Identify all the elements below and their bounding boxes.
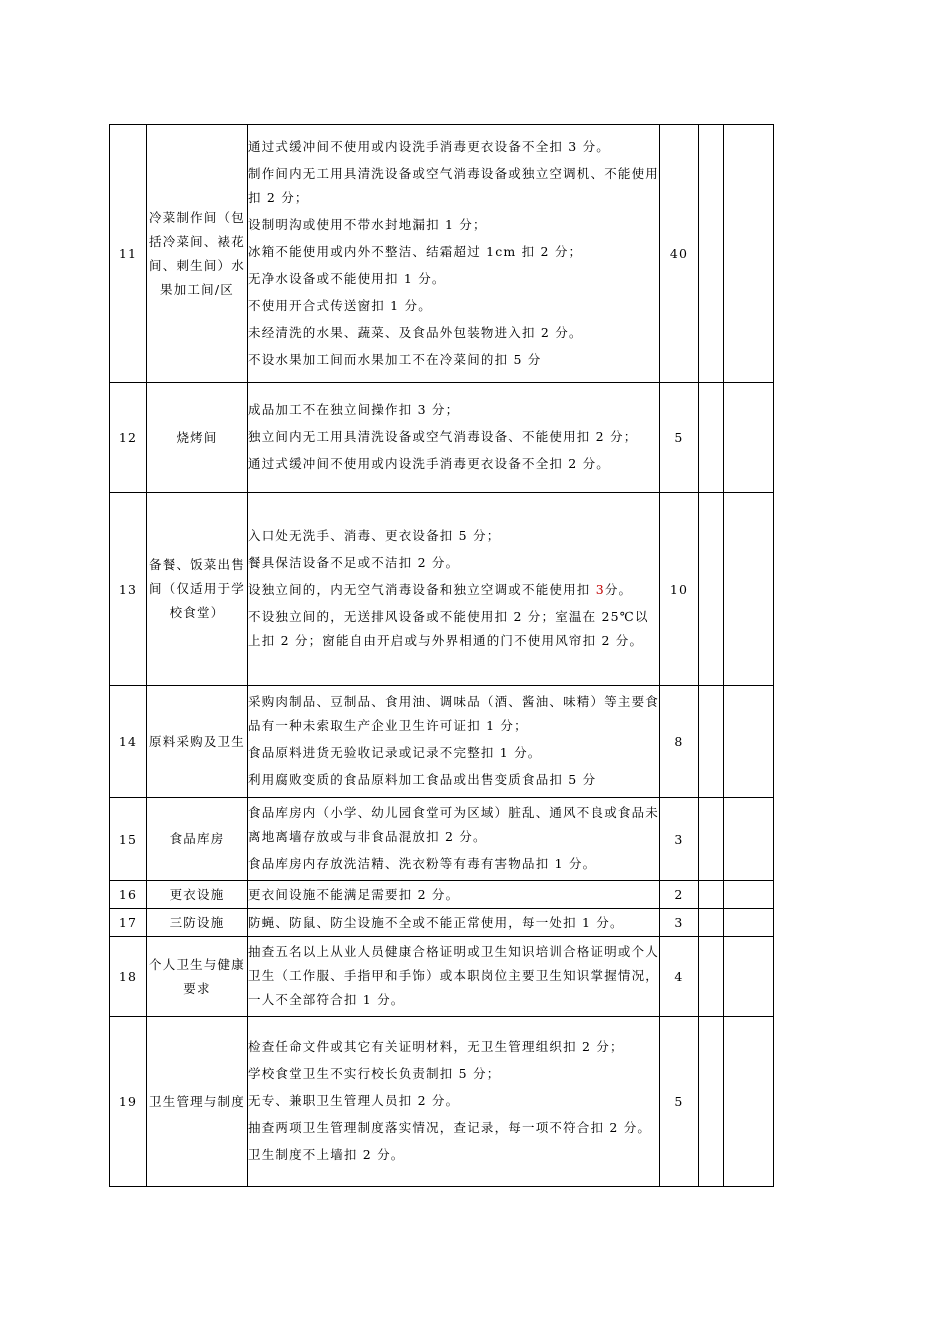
criterion: 利用腐败变质的食品原料加工食品或出售变质食品扣 5 分 <box>248 772 597 787</box>
remarks-cell <box>724 909 774 937</box>
deduction-cell <box>699 937 724 1017</box>
criteria-cell <box>248 798 660 881</box>
criteria-cell <box>248 937 660 1017</box>
criterion: 食品库房内存放洗洁精、洗衣粉等有毒有害物品扣 1 分。 <box>248 856 597 871</box>
row-number: 17 <box>110 909 147 937</box>
item-category: 烧烤间 <box>147 383 248 493</box>
table-row <box>110 383 774 493</box>
criterion: 设制明沟或使用不带水封地漏扣 1 分； <box>248 216 487 232</box>
deduction-cell <box>699 1017 724 1187</box>
remarks-cell <box>724 1017 774 1187</box>
criterion: 不设独立间的，无送排风设备或不能使用扣 2 分；室温在 25℃以上扣 2 分；窗能自由开启或与外界相通的门不使用风帘扣 2 分。 <box>248 609 649 648</box>
criterion: 成品加工不在独立间操作扣 3 分； <box>248 402 460 417</box>
max-score: 3 <box>660 909 699 937</box>
remarks-cell <box>724 493 774 686</box>
item-category: 卫生管理与制度 <box>147 1017 248 1187</box>
row-number: 16 <box>110 881 147 909</box>
deduction-cell <box>699 493 724 686</box>
row-number: 12 <box>110 383 147 493</box>
criteria-cell <box>248 909 660 937</box>
inspection-score-table <box>109 124 774 1187</box>
criterion: 入口处无洗手、消毒、更衣设备扣 5 分； <box>248 528 501 543</box>
criterion: 通过式缓冲间不使用或内设洗手消毒更衣设备不全扣 2 分。 <box>248 456 611 471</box>
row-number: 13 <box>110 493 147 686</box>
remarks-cell <box>724 798 774 881</box>
criterion: 无净水设备或不能使用扣 1 分。 <box>248 270 446 286</box>
criteria-cell <box>248 383 660 493</box>
max-score: 8 <box>660 686 699 798</box>
criterion: 学校食堂卫生不实行校长负责制扣 5 分； <box>248 1066 501 1081</box>
criterion: 不使用开合式传送窗扣 1 分。 <box>248 297 432 313</box>
item-category: 三防设施 <box>147 909 248 937</box>
deduction-cell <box>699 686 724 798</box>
row-number: 11 <box>110 125 147 383</box>
remarks-cell <box>724 383 774 493</box>
table-row <box>110 937 774 1017</box>
remarks-cell <box>724 125 774 383</box>
item-category: 个人卫生与健康要求 <box>147 937 248 1017</box>
criterion: 更衣间设施不能满足需要扣 2 分。 <box>248 886 460 902</box>
criterion: 通过式缓冲间不使用或内设洗手消毒更衣设备不全扣 3 分。 <box>248 138 611 154</box>
row-number: 18 <box>110 937 147 1017</box>
criterion: 抽查两项卫生管理制度落实情况，查记录，每一项不符合扣 2 分。 <box>248 1120 652 1135</box>
criteria-cell <box>248 1017 660 1187</box>
item-category: 原料采购及卫生 <box>147 686 248 798</box>
highlighted-value: 3 <box>595 582 605 597</box>
item-category: 备餐、饭菜出售间（仅适用于学校食堂） <box>147 493 248 686</box>
criterion: 未经清洗的水果、蔬菜、及食品外包装物进入扣 2 分。 <box>248 324 583 340</box>
remarks-cell <box>724 881 774 909</box>
table-row <box>110 881 774 909</box>
table-row <box>110 125 774 383</box>
row-number: 14 <box>110 686 147 798</box>
max-score: 5 <box>660 1017 699 1187</box>
deduction-cell <box>699 881 724 909</box>
table-row <box>110 909 774 937</box>
criterion <box>248 578 659 602</box>
remarks-cell <box>724 937 774 1017</box>
criterion: 食品原料进货无验收记录或记录不完整扣 1 分。 <box>248 745 542 760</box>
max-score: 10 <box>660 493 699 686</box>
criteria-cell <box>248 686 660 798</box>
criterion: 采购肉制品、豆制品、食用油、调味品（酒、酱油、味精）等主要食品有一种未索取生产企业卫生许可证扣 1 分； <box>248 694 660 733</box>
deduction-cell <box>699 383 724 493</box>
criterion: 独立间内无工用具清洗设备或空气消毒设备、不能使用扣 2 分； <box>248 429 638 444</box>
criteria-cell <box>248 125 660 383</box>
criterion: 食品库房内（小学、幼儿园食堂可为区域）脏乱、通风不良或食品未离地离墙存放或与非食品混放扣 2 分。 <box>248 805 660 844</box>
table-row <box>110 493 774 686</box>
deduction-cell <box>699 909 724 937</box>
table-row <box>110 798 774 881</box>
deduction-cell <box>699 798 724 881</box>
max-score: 2 <box>660 881 699 909</box>
row-number: 19 <box>110 1017 147 1187</box>
criterion: 检查任命文件或其它有关证明材料，无卫生管理组织扣 2 分； <box>248 1039 624 1054</box>
criterion: 不设水果加工间而水果加工不在冷菜间的扣 5 分 <box>248 351 542 367</box>
max-score: 5 <box>660 383 699 493</box>
criterion: 防蝇、防鼠、防尘设施不全或不能正常使用，每一处扣 1 分。 <box>248 914 624 930</box>
criterion-text: 分。 <box>604 582 633 597</box>
criterion: 无专、兼职卫生管理人员扣 2 分。 <box>248 1093 460 1108</box>
criteria-cell <box>248 493 660 686</box>
criterion: 卫生制度不上墙扣 2 分。 <box>248 1147 405 1162</box>
criterion: 冰箱不能使用或内外不整洁、结霜超过 1cm 扣 2 分； <box>248 243 583 259</box>
deduction-cell <box>699 125 724 383</box>
criterion: 餐具保洁设备不足或不洁扣 2 分。 <box>248 555 460 570</box>
item-category: 食品库房 <box>147 798 248 881</box>
criterion-text: 设独立间的，内无空气消毒设备和独立空调或不能使用扣 <box>248 582 596 597</box>
remarks-cell <box>724 686 774 798</box>
max-score: 3 <box>660 798 699 881</box>
criterion: 抽查五名以上从业人员健康合格证明或卫生知识培训合格证明或个人卫生（工作服、手指甲和手饰）或本职岗位主要卫生知识掌握情况，一人不全部符合扣 1 分。 <box>248 944 660 1007</box>
criterion: 制作间内无工用具清洗设备或空气消毒设备或独立空调机、不能使用扣 2 分； <box>248 165 660 205</box>
max-score: 4 <box>660 937 699 1017</box>
item-category: 更衣设施 <box>147 881 248 909</box>
row-number: 15 <box>110 798 147 881</box>
max-score: 40 <box>660 125 699 383</box>
criteria-cell <box>248 881 660 909</box>
item-category: 冷菜制作间（包括冷菜间、裱花间、刺生间）水果加工间/区 <box>147 125 248 383</box>
table-row <box>110 686 774 798</box>
table-row <box>110 1017 774 1187</box>
